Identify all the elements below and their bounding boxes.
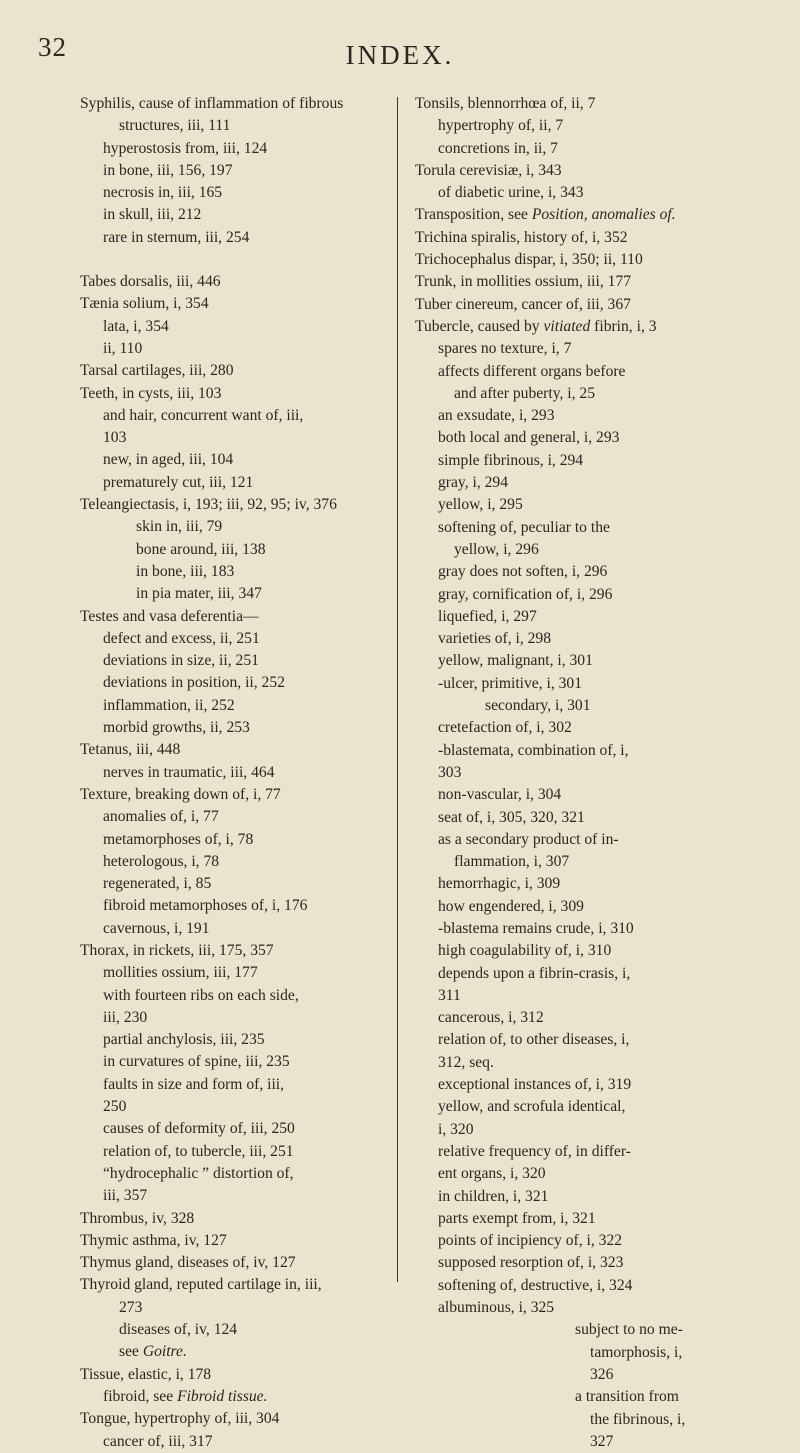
entry-text: a transition from (575, 1388, 679, 1406)
index-subentry (415, 1252, 775, 1274)
entry-italic-text: Goitre. (142, 1343, 187, 1361)
entry-text: Teleangiectasis, i, 193; iii, 92, 95; iv, 376 (80, 496, 337, 514)
entry-text: in bone, iii, 156, 197 (103, 161, 233, 179)
index-subentry (415, 1230, 775, 1252)
index-subentry (80, 405, 410, 427)
index-entry (80, 1364, 410, 1386)
entry-text: deviations in size, ii, 251 (103, 652, 259, 670)
index-subentry (415, 1364, 775, 1386)
entry-text: high coagulability of, i, 310 (438, 942, 612, 960)
entry-italic-text: Fibroid tissue. (177, 1387, 268, 1405)
index-subentry (415, 1342, 775, 1364)
index-subentry (415, 561, 775, 583)
index-subentry (415, 539, 775, 561)
entry-text: fibroid metamorphoses of, i, 176 (103, 897, 308, 915)
index-entry (80, 1274, 410, 1296)
entry-text: prematurely cut, iii, 121 (103, 473, 254, 491)
entry-text: non-vascular, i, 304 (438, 786, 562, 804)
index-subentry (80, 762, 410, 784)
entry-text: hypertrophy of, ii, 7 (438, 117, 564, 135)
entry-text: relation of, to other diseases, i, (438, 1031, 630, 1049)
entry-text: -blastema remains crude, i, 310 (438, 919, 634, 937)
entry-text: skin in, iii, 79 (136, 518, 223, 536)
entry-text: anomalies of, i, 77 (103, 808, 219, 826)
entry-text: liquefied, i, 297 (438, 607, 537, 625)
index-subentry (415, 1431, 775, 1453)
entry-text: Trunk, in mollities ossium, iii, 177 (415, 273, 632, 291)
index-entry (80, 784, 410, 806)
entry-text: of diabetic urine, i, 343 (438, 184, 584, 202)
index-subentry (415, 115, 775, 137)
index-subentry (415, 182, 775, 204)
entry-text: parts exempt from, i, 321 (438, 1209, 596, 1227)
index-subentry (80, 115, 410, 137)
index-subentry (80, 1007, 410, 1029)
entry-text: Tarsal cartilages, iii, 280 (80, 362, 234, 380)
entry-text: yellow, malignant, i, 301 (438, 652, 593, 670)
index-subentry (80, 1051, 410, 1073)
entry-text: gray, cornification of, i, 296 (438, 585, 613, 603)
entry-text: albuminous, i, 325 (438, 1299, 555, 1317)
entry-text: yellow, and scrofula identical, (438, 1098, 626, 1116)
index-subentry (80, 539, 410, 561)
entry-text: partial anchylosis, iii, 235 (103, 1031, 265, 1049)
index-subentry (80, 204, 410, 226)
index-subentry (80, 1029, 410, 1051)
entry-text: 312, seq. (438, 1053, 494, 1071)
entry-text: 273 (119, 1298, 143, 1316)
index-subentry (415, 873, 775, 895)
index-subentry (415, 1052, 775, 1074)
entry-text: relation of, to tubercle, iii, 251 (103, 1142, 294, 1160)
index-subentry (415, 695, 775, 717)
entry-text: mollities ossium, iii, 177 (103, 964, 258, 982)
entry-italic-text: vitiated (543, 317, 591, 335)
index-entry (80, 1208, 410, 1230)
index-subentry (415, 606, 775, 628)
index-entry (415, 316, 775, 338)
index-entry (80, 293, 410, 315)
index-subentry (80, 1141, 410, 1163)
entry-text: softening of, destructive, i, 324 (438, 1276, 633, 1294)
entry-text: in bone, iii, 183 (136, 562, 235, 580)
index-subentry (80, 583, 410, 605)
index-entry (80, 1230, 410, 1252)
entry-gap (80, 249, 410, 271)
index-entry (80, 606, 410, 628)
entry-text: heterologous, i, 78 (103, 852, 220, 870)
entry-text: -blastemata, combination of, i, (438, 741, 629, 759)
entry-text: gray does not soften, i, 296 (438, 563, 608, 581)
index-subentry (415, 494, 775, 516)
index-subentry (415, 1007, 775, 1029)
index-subentry (415, 1096, 775, 1118)
entry-text: how engendered, i, 309 (438, 897, 584, 915)
entry-text: inflammation, ii, 252 (103, 696, 235, 714)
index-subentry (415, 740, 775, 762)
entry-text: points of incipiency of, i, 322 (438, 1232, 623, 1250)
entry-text: hyperostosis from, iii, 124 (103, 139, 268, 157)
entry-text: Thymic asthma, iv, 127 (80, 1231, 227, 1249)
index-subentry (415, 673, 775, 695)
index-subentry (80, 138, 410, 160)
index-entry (80, 271, 410, 293)
entry-text: regenerated, i, 85 (103, 875, 212, 893)
entry-text: 303 (438, 763, 462, 781)
index-subentry (80, 1386, 410, 1408)
entry-italic-text: Position, anomalies of. (531, 206, 676, 224)
entry-text: Thymus gland, diseases of, iv, 127 (80, 1254, 296, 1272)
index-subentry (80, 1074, 410, 1096)
entry-text: in curvatures of spine, iii, 235 (103, 1053, 290, 1071)
index-subentry (80, 650, 410, 672)
entry-text: secondary, i, 301 (485, 697, 591, 715)
entry-text: cavernous, i, 191 (103, 919, 210, 937)
index-subentry (415, 361, 775, 383)
index-subentry (415, 762, 775, 784)
index-entry (415, 249, 775, 271)
index-subentry (415, 1074, 775, 1096)
index-subentry (415, 338, 775, 360)
entry-text: Thorax, in rickets, iii, 175, 357 (80, 941, 274, 959)
index-subentry (80, 829, 410, 851)
entry-text: both local and general, i, 293 (438, 429, 620, 447)
index-subentry (415, 1319, 775, 1341)
entry-text: 311 (438, 986, 461, 1004)
entry-text: iii, 230 (103, 1008, 148, 1026)
index-subentry (415, 628, 775, 650)
entry-text: Thyroid gland, reputed cartilage in, iii, (80, 1276, 322, 1294)
index-entry (80, 1252, 410, 1274)
entry-text: the fibrinous, i, (590, 1410, 686, 1428)
index-subentry (415, 963, 775, 985)
index-subentry (80, 316, 410, 338)
entry-text: and hair, concurrent want of, iii, (103, 406, 304, 424)
entry-text: Transposition, see (415, 206, 532, 224)
entry-text: causes of deformity of, iii, 250 (103, 1120, 295, 1138)
entry-text: Tabes dorsalis, iii, 446 (80, 273, 221, 291)
index-entry (415, 294, 775, 316)
entry-text: Tongue, hypertrophy of, iii, 304 (80, 1410, 280, 1428)
entry-text: yellow, i, 296 (454, 540, 539, 558)
entry-text: supposed resorption of, i, 323 (438, 1254, 624, 1272)
index-subentry (80, 1118, 410, 1140)
index-subentry (415, 1386, 775, 1408)
index-entry (415, 204, 775, 226)
index-subentry (80, 1319, 410, 1341)
index-subentry (80, 472, 410, 494)
entry-text: in pia mater, iii, 347 (136, 585, 262, 603)
index-entry (415, 160, 775, 182)
entry-text: cancerous, i, 312 (438, 1009, 544, 1027)
index-subentry (415, 985, 775, 1007)
entry-text: 326 (590, 1365, 614, 1383)
entry-text: 250 (103, 1098, 127, 1116)
index-entry (80, 739, 410, 761)
index-subentry (80, 628, 410, 650)
index-subentry (415, 1297, 775, 1319)
index-entry (80, 93, 410, 115)
column-divider (397, 97, 398, 1282)
index-subentry (415, 1119, 775, 1141)
entry-text: iii, 357 (103, 1187, 148, 1205)
index-entry (80, 383, 410, 405)
entry-text: Tuber cinereum, cancer of, iii, 367 (415, 295, 631, 313)
entry-text: ii, 110 (103, 339, 143, 357)
index-subentry (80, 427, 410, 449)
index-subentry (415, 807, 775, 829)
index-subentry (80, 338, 410, 360)
index-subentry (80, 695, 410, 717)
entry-text: Trichina spiralis, history of, i, 352 (415, 228, 628, 246)
entry-text: new, in aged, iii, 104 (103, 451, 234, 469)
index-subentry (415, 650, 775, 672)
entry-text: faults in size and form of, iii, (103, 1075, 285, 1093)
index-subentry (415, 1163, 775, 1185)
index-subentry (80, 449, 410, 471)
index-subentry (415, 918, 775, 940)
index-subentry (80, 1163, 410, 1185)
index-subentry (415, 784, 775, 806)
entry-text: in skull, iii, 212 (103, 206, 202, 224)
index-entry (415, 271, 775, 293)
index-subentry (415, 472, 775, 494)
entry-text: rare in sternum, iii, 254 (103, 228, 250, 246)
index-subentry (80, 561, 410, 583)
index-subentry (80, 806, 410, 828)
entry-text: Tubercle, caused by (415, 317, 544, 335)
entry-text: bone around, iii, 138 (136, 540, 266, 558)
index-column-right (415, 93, 775, 1453)
index-subentry (415, 138, 775, 160)
index-subentry (415, 1141, 775, 1163)
index-subentry (80, 851, 410, 873)
entry-text: softening of, peculiar to the (438, 518, 610, 536)
entry-text: necrosis in, iii, 165 (103, 184, 223, 202)
index-subentry (415, 896, 775, 918)
entry-text: ent organs, i, 320 (438, 1165, 546, 1183)
index-subentry (415, 405, 775, 427)
entry-text: deviations in position, ii, 252 (103, 674, 285, 692)
index-subentry (80, 1431, 410, 1453)
entry-text: spares no texture, i, 7 (438, 340, 572, 358)
index-subentry (80, 516, 410, 538)
entry-text: -ulcer, primitive, i, 301 (438, 674, 583, 692)
entry-text: Tonsils, blennorrhœa of, ii, 7 (415, 95, 596, 112)
page-number: 32 (38, 32, 67, 62)
entry-text: defect and excess, ii, 251 (103, 629, 260, 647)
entry-text: tamorphosis, i, (590, 1343, 683, 1361)
index-subentry (80, 1341, 410, 1363)
entry-text: hemorrhagic, i, 309 (438, 875, 561, 893)
entry-text: metamorphoses of, i, 78 (103, 830, 254, 848)
index-subentry (415, 1275, 775, 1297)
entry-text: in children, i, 321 (438, 1187, 549, 1205)
index-subentry (415, 1208, 775, 1230)
index-entry (80, 360, 410, 382)
index-entry (415, 227, 775, 249)
entry-text: nerves in traumatic, iii, 464 (103, 763, 275, 781)
entry-text: Teeth, in cysts, iii, 103 (80, 384, 222, 402)
index-subentry (80, 895, 410, 917)
index-subentry (80, 918, 410, 940)
entry-text: an exsudate, i, 293 (438, 407, 555, 425)
index-subentry (80, 717, 410, 739)
entry-text: Tænia solium, i, 354 (80, 295, 209, 313)
entry-text: Syphilis, cause of inflammation of fibrous (80, 95, 344, 112)
index-subentry (415, 1029, 775, 1051)
entry-text: concretions in, ii, 7 (438, 139, 558, 157)
entry-text: affects different organs before (438, 362, 626, 380)
entry-text: flammation, i, 307 (454, 853, 570, 871)
index-subentry (80, 160, 410, 182)
entry-text: relative frequency of, in differ- (438, 1142, 631, 1160)
entry-text: yellow, i, 295 (438, 496, 523, 514)
index-subentry (415, 383, 775, 405)
entry-text: morbid growths, ii, 253 (103, 719, 250, 737)
entry-text: structures, iii, 111 (119, 117, 231, 135)
index-subentry (415, 450, 775, 472)
entry-text-continued: fibrin, i, 3 (590, 317, 657, 335)
index-subentry (415, 427, 775, 449)
entry-text: diseases of, iv, 124 (119, 1321, 238, 1339)
page-title: INDEX. (345, 40, 455, 70)
entry-text: Thrombus, iv, 328 (80, 1209, 195, 1227)
entry-text: with fourteen ribs on each side, (103, 986, 299, 1004)
entry-text: cancer of, iii, 317 (103, 1432, 213, 1450)
entry-text: see (119, 1343, 143, 1361)
index-subentry (415, 1186, 775, 1208)
index-entry (80, 494, 410, 516)
entry-text: seat of, i, 305, 320, 321 (438, 808, 585, 826)
entry-text: varieties of, i, 298 (438, 630, 552, 648)
entry-text: subject to no me- (575, 1321, 683, 1339)
index-subentry (415, 717, 775, 739)
entry-text: as a secondary product of in- (438, 830, 619, 848)
entry-text: and after puberty, i, 25 (454, 384, 596, 402)
entry-text: depends upon a fibrin-crasis, i, (438, 964, 631, 982)
entry-text: i, 320 (438, 1120, 474, 1138)
entry-text: cretefaction of, i, 302 (438, 719, 572, 737)
entry-text: exceptional instances of, i, 319 (438, 1076, 632, 1094)
entry-text: Tissue, elastic, i, 178 (80, 1365, 212, 1383)
index-entry (80, 1408, 410, 1430)
entry-text: simple fibrinous, i, 294 (438, 451, 584, 469)
entry-text: “hydrocephalic ” distortion of, (103, 1164, 294, 1182)
index-subentry (80, 672, 410, 694)
entry-text: gray, i, 294 (438, 474, 509, 492)
index-entry (80, 940, 410, 962)
index-subentry (80, 227, 410, 249)
index-subentry (415, 1409, 775, 1431)
index-subentry (80, 985, 410, 1007)
index-subentry (80, 873, 410, 895)
index-subentry (80, 962, 410, 984)
entry-text: Tetanus, iii, 448 (80, 741, 181, 759)
index-subentry (80, 182, 410, 204)
entry-text: lata, i, 354 (103, 317, 169, 335)
index-column-left (80, 93, 410, 1453)
entry-text: Trichocephalus dispar, i, 350; ii, 110 (415, 251, 643, 269)
entry-text: Testes and vasa deferentia— (80, 607, 259, 625)
entry-text: fibroid, see (103, 1387, 178, 1405)
index-subentry (415, 851, 775, 873)
index-subentry (415, 829, 775, 851)
index-entry (415, 93, 775, 115)
index-subentry (415, 584, 775, 606)
index-subentry (415, 940, 775, 962)
index-subentry (415, 517, 775, 539)
entry-text: Texture, breaking down of, i, 77 (80, 785, 281, 803)
index-subentry (80, 1185, 410, 1207)
entry-text: 103 (103, 429, 127, 447)
entry-text: 327 (590, 1432, 614, 1450)
index-subentry (80, 1096, 410, 1118)
entry-text: Torula cerevisiæ, i, 343 (415, 161, 562, 179)
